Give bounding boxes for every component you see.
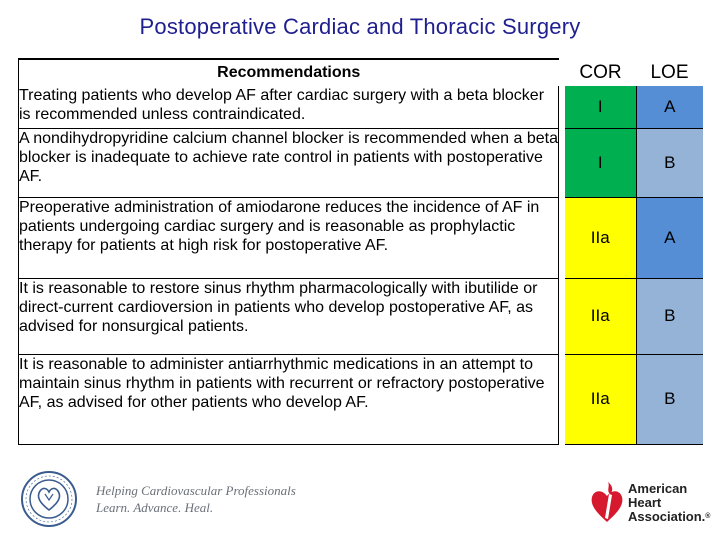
aha-line1: American	[628, 481, 688, 496]
acc-tagline-line2: Learn. Advance. Heal.	[96, 500, 214, 515]
loe-cell: B	[637, 128, 703, 197]
cor-cell: I	[565, 128, 637, 197]
loe-cell: A	[637, 197, 703, 278]
recommendation-text: Treating patients who develop AF after cardiac surgery with a beta blocker is recommended unless contraindicated.	[19, 86, 559, 128]
recommendations-table	[18, 58, 703, 445]
cor-cell: I	[565, 86, 637, 128]
acc-seal-logo	[20, 470, 78, 528]
aha-line3	[628, 510, 710, 524]
header-recommendations: Recommendations	[19, 59, 559, 86]
recommendation-text: It is reasonable to restore sinus rhythm pharmacologically with ibutilide or direct-current cardioversion in patients who develop postoperative AF, as advised for nonsurgical patients.	[19, 278, 559, 354]
cor-cell: IIa	[565, 354, 637, 444]
loe-cell: B	[637, 278, 703, 354]
aha-line3-text: Association.	[628, 509, 706, 524]
loe-cell: A	[637, 86, 703, 128]
aha-heart-torch-logo	[588, 478, 626, 526]
aha-line2: Heart	[628, 495, 662, 510]
table-row	[19, 278, 703, 354]
acc-tagline	[96, 482, 296, 516]
header-loe: LOE	[637, 59, 703, 86]
header-cor: COR	[565, 59, 637, 86]
aha-trademark: ®	[705, 513, 711, 520]
table-header-row	[19, 59, 703, 86]
aha-wordmark	[628, 482, 710, 524]
cor-cell: IIa	[565, 197, 637, 278]
recommendation-text: Preoperative administration of amiodarone reduces the incidence of AF in patients undergoing cardiac surgery and is reasonable as prophylactic therapy for patients at high risk for postoperative AF.	[19, 197, 559, 278]
slide-title: Postoperative Cardiac and Thoracic Surgery	[139, 14, 581, 39]
loe-cell: B	[637, 354, 703, 444]
acc-tagline-line1: Helping Cardiovascular Professionals	[96, 483, 296, 498]
table-row	[19, 86, 703, 128]
cor-cell: IIa	[565, 278, 637, 354]
recommendation-text: A nondihydropyridine calcium channel blocker is recommended when a beta blocker is inadequate to achieve rate control in patients with postoperative AF.	[19, 128, 559, 197]
table-row	[19, 128, 703, 197]
footer	[0, 462, 720, 540]
table-row	[19, 197, 703, 278]
recommendation-text: It is reasonable to administer antiarrhythmic medications in an attempt to maintain sinus rhythm in patients with recurrent or refractory postoperative AF, as advised for other patients who develop AF.	[19, 354, 559, 444]
table-row	[19, 354, 703, 444]
